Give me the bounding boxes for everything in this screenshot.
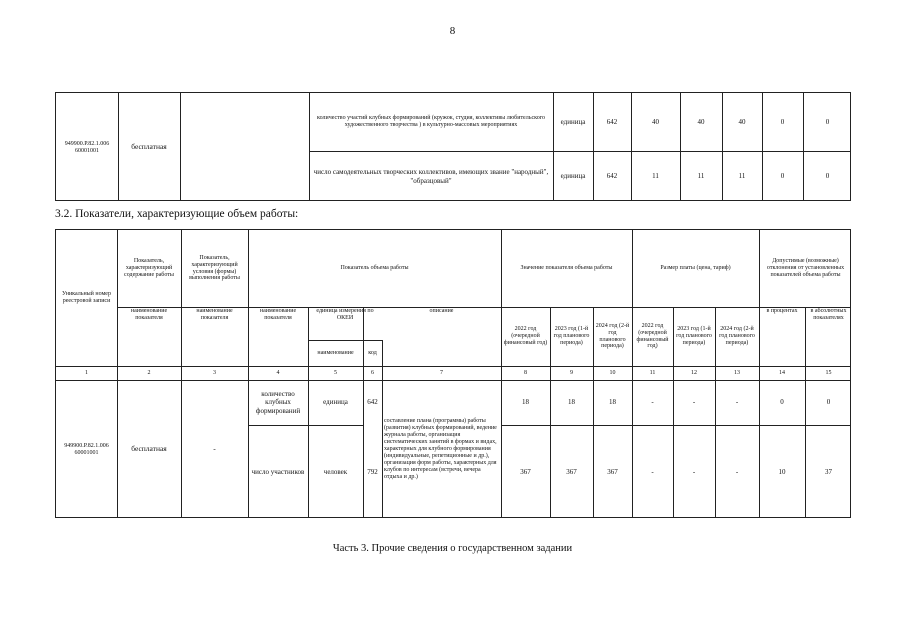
header-volume-name: наименование показателя <box>259 308 297 321</box>
column-number: 14 <box>779 369 785 376</box>
table-row-unit: единица <box>560 172 586 181</box>
table-row-unit: единица <box>560 117 586 126</box>
header-deviation: Допустимые (возможные) отклонения от установленных показателей объема работы <box>766 258 845 278</box>
table-row-abs: 37 <box>825 467 832 476</box>
table-row-pct: 0 <box>780 398 784 407</box>
column-number: 9 <box>570 369 573 376</box>
table-row-abs: 0 <box>825 117 830 126</box>
table-row-code: 642 <box>606 172 618 181</box>
column-number: 11 <box>649 369 656 376</box>
column-number: 1 <box>85 369 88 376</box>
column-number: 10 <box>609 369 616 376</box>
table-row-2023: 40 <box>697 117 705 126</box>
table-row-fee-2023: - <box>692 467 696 476</box>
column-number: 12 <box>691 369 697 376</box>
header-registry: Уникальный номер реестровой записи <box>62 291 111 304</box>
column-number: 6 <box>371 369 374 376</box>
header-fee-2023: 2023 год (1-й год планового периода) <box>676 326 712 346</box>
table-row-fee-2022: - <box>651 467 654 476</box>
header-content: Показатель, характеризующий содержание работы <box>124 258 174 278</box>
column-number: 8 <box>524 369 527 376</box>
column-number: 13 <box>734 369 740 376</box>
header-fee: Размер платы (цена, тариф) <box>660 265 731 272</box>
header-conditions: Показатель, характеризующий условия (формы) выполнения работы <box>189 254 240 282</box>
column-number: 7 <box>440 369 443 376</box>
header-volume: Показатель объема работы <box>340 265 409 272</box>
table-row-unit: единица <box>323 398 348 407</box>
header-deviation-pct: в процентах <box>766 308 798 314</box>
registry-number: 949900.Р.82.1.006 60001001 <box>64 140 110 154</box>
table-row-name: число самодеятельных творческих коллективов, имеющих звание "народный", "образцовый" <box>313 168 549 185</box>
table-row-pct: 0 <box>780 172 785 181</box>
table-row-name: количество клубных формирований <box>255 390 301 415</box>
table-row-2023: 18 <box>568 398 575 407</box>
header-value: Значение показателя объема работы <box>520 265 613 272</box>
header-value-2022: 2022 год (очередной финансовый год) <box>503 326 548 346</box>
section-title: 3.2. Показатели, характеризующие объем работы: <box>55 208 299 220</box>
header-value-2024: 2024 год (2-й год планового периода) <box>595 322 630 350</box>
table-row-fee-2024: - <box>735 467 739 476</box>
page-number: 8 <box>449 25 456 37</box>
volume-table <box>55 229 851 518</box>
table-row-code: 792 <box>367 467 378 476</box>
table-row-fee-2023: - <box>692 398 696 407</box>
table-row-code: 642 <box>606 117 618 126</box>
table-row-2022: 11 <box>652 172 659 181</box>
column-number: 15 <box>825 369 832 376</box>
header-content-name: наименование показателя <box>130 308 168 321</box>
header-value-2023: 2023 год (1-й год планового периода) <box>553 326 590 346</box>
table-row-2023: 367 <box>566 467 577 476</box>
top-table <box>55 92 851 201</box>
header-unit-okei: единица измерения по ОКЕИ <box>316 308 374 321</box>
header-unit-code: код <box>368 349 377 356</box>
content-value: бесплатная <box>131 444 167 454</box>
table-row-pct: 0 <box>780 117 785 126</box>
table-row-2024: 18 <box>609 398 616 407</box>
table-row-abs: 0 <box>826 398 831 407</box>
header-conditions-name: наименование показателя <box>196 308 233 321</box>
table-row-2023: 11 <box>697 172 705 181</box>
column-number: 5 <box>334 369 337 376</box>
table-row-2024: 40 <box>738 117 746 126</box>
table-row-name: число участников <box>251 467 305 476</box>
part-title: Часть 3. Прочие сведения о государственном задании <box>332 543 573 554</box>
header-unit-name: наименование <box>317 349 354 356</box>
table-row-2024: 367 <box>607 467 618 476</box>
table-row-abs: 0 <box>825 172 830 181</box>
column-number: 2 <box>147 369 151 376</box>
column-number: 3 <box>213 369 216 376</box>
table-row-2022: 40 <box>652 117 659 126</box>
table-row-code: 642 <box>367 398 378 407</box>
table-row-2022: 18 <box>522 398 529 407</box>
header-fee-2024: 2024 год (2-й год планового периода) <box>719 326 755 346</box>
table-row-2022: 367 <box>520 467 531 476</box>
header-fee-2022: 2022 год (очередной финансовый год) <box>636 322 669 350</box>
conditions-value: - <box>213 444 216 454</box>
registry-number: 949900.Р.82.1.006 60001001 <box>64 442 109 456</box>
table-row-pct: 10 <box>778 467 786 476</box>
header-deviation-abs: в абсолютных показателях <box>810 308 847 321</box>
basis-value: бесплатная <box>131 142 167 152</box>
table-row-2024: 11 <box>738 172 746 181</box>
table-row-name: количество участий клубных формирований (кружок, студия, коллективы любительского художественного творчества ) в культурно-массовых мероприятиях <box>316 115 546 128</box>
column-number: 4 <box>276 369 280 376</box>
header-description: описание <box>429 308 454 314</box>
table-row-unit: человек <box>323 467 348 476</box>
table-row-fee-2024: - <box>735 398 739 407</box>
work-description: составление плана (программы) работы (развития) клубных формирований, ведение журнала работы, организация систематических занятий в формах и видах, характерных для клубного формирования (индивидуальные, репетиционные и др.), организация форм работы, характерных для клубов по интересам (встречи, вечера отдыха и др.) <box>384 418 497 480</box>
table-row-fee-2022: - <box>651 398 654 407</box>
